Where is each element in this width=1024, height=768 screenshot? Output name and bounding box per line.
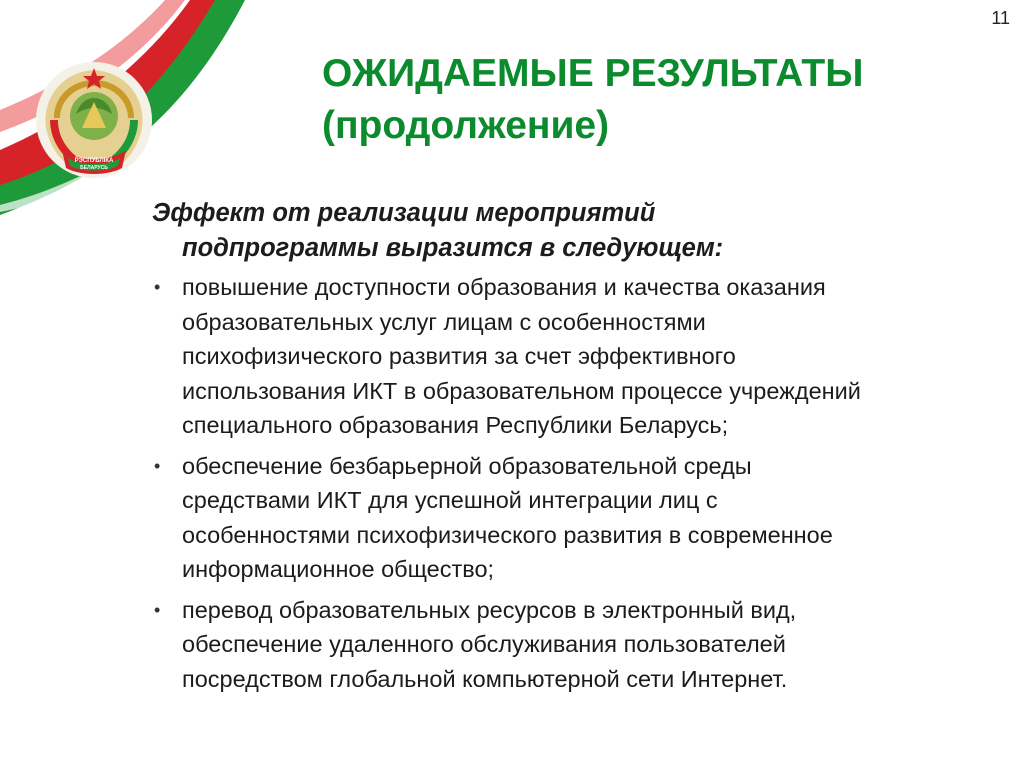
intro-text [152,196,1012,266]
bullet-line: обеспечение безбарьерной образовательной среды [182,452,752,479]
bullet-dot-icon: • [154,599,161,620]
slide-title [322,48,1002,152]
bullet-line: специального образования Республики Беларусь; [182,412,729,438]
bullet-line: обеспечение удаленного обслуживания пользователей [182,631,786,657]
slide-number: 11 [991,8,1010,28]
svg-text:БЕЛАРУСЬ: БЕЛАРУСЬ [80,165,108,171]
bullet-line: посредством глобальной компьютерной сети Интернет. [182,665,788,692]
bullet-item-accessibility [152,270,1012,443]
bullet-line: перевод образовательных ресурсов в электронный вид, [182,596,797,623]
svg-text:РЭСПУБЛIКА: РЭСПУБЛIКА [74,158,114,164]
bullet-line: использования ИКТ в образовательном процессе учреждений [182,377,861,404]
belarus-coat-of-arms-icon [32,58,156,182]
bullet-dot-icon: • [154,277,161,297]
bullet-item-barrier-free [152,449,1012,587]
title-line-1: ОЖИДАЕМЫЕ РЕЗУЛЬТАТЫ [322,52,864,95]
bullet-dot-icon: • [154,455,161,476]
slide-content [152,196,1012,702]
bullet-line: средствами ИКТ для успешной интеграции лиц с [182,487,718,513]
bullet-line: образовательных услуг лицам с особенностями [182,308,706,335]
bullet-line: повышение доступности образования и качества оказания [182,274,826,300]
title-line-2: (продолжение) [322,104,610,147]
bullet-item-digital-resources [152,593,1012,697]
intro-line-1: Эффект от реализации мероприятий [152,199,656,227]
bullet-list [152,270,1012,696]
bullet-line: информационное общество; [182,556,495,582]
bullet-line: особенностями психофизического развития в современное [182,521,833,548]
intro-line-2: подпрограммы выразится в следующем: [182,234,724,262]
bullet-line: психофизического развития за счет эффективного [182,343,736,369]
